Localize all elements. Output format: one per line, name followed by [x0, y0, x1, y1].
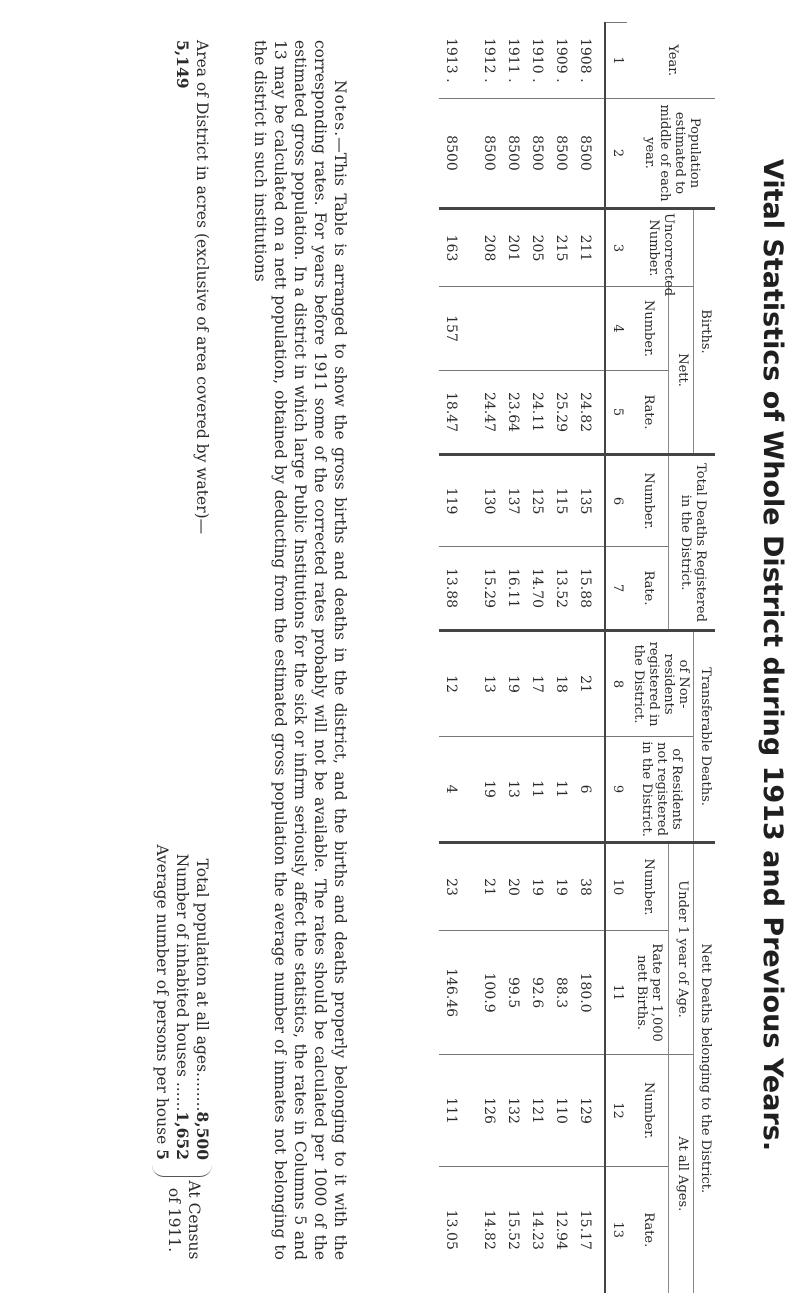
cell-transfer-nonres: 19	[501, 631, 525, 737]
table-row	[525, 23, 549, 1293]
notes-label: Notes.	[331, 80, 349, 138]
cell-deaths-rate: 16.11	[501, 547, 525, 631]
cell-births-nett	[573, 287, 605, 371]
cell-deaths-rate: 13.88	[439, 547, 474, 631]
census-figures	[152, 580, 212, 1160]
notes-paragraph	[250, 40, 350, 1260]
header-transferable-deaths: Transferable Deaths.	[694, 631, 715, 843]
cell-all-rate: 13.05	[439, 1167, 474, 1293]
column-number: 1	[605, 23, 627, 99]
header-births: Births.	[694, 209, 715, 455]
cell-deaths-number: 125	[525, 455, 549, 547]
column-number: 11	[605, 931, 627, 1055]
cell-deaths-rate: 13.52	[549, 547, 573, 631]
cell-deaths-number: 137	[501, 455, 525, 547]
header-total-deaths: Total Deaths Registered in the District.	[669, 455, 715, 631]
cell-births-rate: 23.64	[501, 371, 525, 455]
census-total-population	[192, 580, 212, 1160]
header-trans-residents: of Residents not registered in the District.	[627, 737, 693, 843]
header-births-nett: Nett.	[669, 287, 694, 455]
cell-all-rate: 15.52	[501, 1167, 525, 1293]
area-of-district	[172, 40, 212, 560]
cell-transfer-nonres: 17	[525, 631, 549, 737]
cell-deaths-number: 130	[474, 455, 501, 547]
cell-all-rate: 12.94	[549, 1167, 573, 1293]
header-trans-nonresidents: of Non-residents registered in the District.	[627, 631, 693, 737]
header-all-ages: At all Ages.	[669, 1055, 694, 1293]
cell-infant-deaths: 38	[573, 843, 605, 931]
cell-births-nett	[549, 287, 573, 371]
column-number: 7	[605, 547, 627, 631]
cell-all-deaths: 129	[573, 1055, 605, 1167]
table-row	[474, 23, 501, 1293]
cell-all-deaths: 111	[439, 1055, 474, 1167]
cell-births-nett: 157	[439, 287, 474, 371]
cell-population: 8500	[525, 99, 549, 209]
vital-statistics-table	[439, 22, 715, 1293]
cell-all-rate: 15.17	[573, 1167, 605, 1293]
cell-births-rate: 24.11	[525, 371, 549, 455]
census-inhabited-houses	[172, 580, 192, 1160]
cell-infant-deaths: 23	[439, 843, 474, 931]
notes-text: —This Table is arranged to show the gross births and deaths in the district, and the births and deaths properly belonging to it with the corresponding rates. For years before 1911 some of the corrected rates probably will not be available. The rates should be calculated per 1000 of the estimated gross population. In a district in which large Public Institutions for the sick or infirm seriously affect the statistics, the rates in Columns 5 and 13 may be calculated on a nett population, obtained by deducting from the estimated gross population the average number of inmates not belonging to the district in such institutions	[251, 40, 349, 1260]
cell-deaths-rate: 14.70	[525, 547, 549, 631]
cell-transfer-res: 6	[573, 737, 605, 843]
document-title: Vital Statistics of Whole District during 1913 and Previous Years.	[757, 158, 788, 1152]
cell-births-uncorrected: 201	[501, 209, 525, 287]
cell-births-uncorrected: 208	[474, 209, 501, 287]
column-number: 13	[605, 1167, 627, 1293]
cell-year: 1911 .	[505, 37, 522, 83]
column-number: 2	[605, 99, 627, 209]
cell-deaths-number: 135	[573, 455, 605, 547]
column-number: 6	[605, 455, 627, 547]
column-number: 5	[605, 371, 627, 455]
cell-infant-deaths: 20	[501, 843, 525, 931]
cell-infant-rate: 99.5	[501, 931, 525, 1055]
cell-transfer-nonres: 21	[573, 631, 605, 737]
header-nett-deaths: Nett Deaths belonging to the District.	[694, 843, 715, 1293]
cell-infant-deaths: 19	[525, 843, 549, 931]
cell-transfer-res: 13	[501, 737, 525, 843]
cell-infant-rate: 146.46	[439, 931, 474, 1055]
table-row	[501, 23, 525, 1293]
column-number: 4	[605, 287, 627, 371]
cell-births-rate: 24.47	[474, 371, 501, 455]
header-under1-rate: Rate per 1,000 nett Births.	[627, 931, 668, 1055]
header-under-1-year: Under 1 year of Age.	[669, 843, 694, 1055]
cell-transfer-nonres: 12	[439, 631, 474, 737]
cell-population: 8500	[549, 99, 573, 209]
cell-year: 1912 .	[481, 37, 498, 83]
footer-summary	[132, 40, 212, 1260]
census-value: 1,652	[173, 1111, 192, 1160]
column-number: 3	[605, 209, 627, 287]
cell-deaths-number: 115	[549, 455, 573, 547]
cell-infant-rate: 92.6	[525, 931, 549, 1055]
cell-all-rate: 14.82	[474, 1167, 501, 1293]
area-label: Area of District in acres (exclusive of area covered by water)—	[193, 40, 211, 535]
cell-year: 1908 .	[577, 37, 594, 83]
census-value: 8,500	[193, 1111, 212, 1160]
header-allages-number: Number.	[627, 1055, 668, 1167]
table-row	[549, 23, 573, 1293]
header-allages-rate: Rate.	[627, 1167, 668, 1293]
census-label: Number of inhabited houses ......	[173, 853, 191, 1112]
census-label: Average number of persons per house	[153, 844, 171, 1145]
cell-transfer-res: 11	[549, 737, 573, 843]
cell-year: 1913 .	[443, 37, 460, 83]
header-total-deaths-rate: Rate.	[627, 547, 668, 631]
column-number: 10	[605, 843, 627, 931]
cell-births-rate: 18.47	[439, 371, 474, 455]
header-births-nett-rate: Rate.	[627, 371, 668, 455]
cell-births-uncorrected: 205	[525, 209, 549, 287]
table-row	[573, 23, 605, 1293]
column-number: 9	[605, 737, 627, 843]
cell-births-nett	[474, 287, 501, 371]
cell-births-rate: 25.29	[549, 371, 573, 455]
cell-births-nett	[501, 287, 525, 371]
cell-population: 8500	[501, 99, 525, 209]
table-row	[439, 23, 474, 1293]
cell-population: 8500	[439, 99, 474, 209]
census-persons-per-house	[152, 580, 172, 1160]
cell-year: 1909 .	[553, 37, 570, 83]
header-total-deaths-number: Number.	[627, 455, 668, 547]
cell-transfer-res: 19	[474, 737, 501, 843]
cell-all-deaths: 132	[501, 1055, 525, 1167]
cell-transfer-nonres: 13	[474, 631, 501, 737]
cell-infant-rate: 180.0	[573, 931, 605, 1055]
cell-population: 8500	[474, 99, 501, 209]
cell-births-uncorrected: 215	[549, 209, 573, 287]
cell-deaths-number: 119	[439, 455, 474, 547]
cell-infant-rate: 88.3	[549, 931, 573, 1055]
cell-infant-rate: 100.9	[474, 931, 501, 1055]
brace	[152, 1162, 212, 1177]
column-number: 8	[605, 631, 627, 737]
cell-all-rate: 14.23	[525, 1167, 549, 1293]
cell-births-uncorrected: 211	[573, 209, 605, 287]
header-population: Population estimated to middle of each year.	[627, 99, 715, 209]
cell-deaths-rate: 15.29	[474, 547, 501, 631]
cell-transfer-res: 4	[439, 737, 474, 843]
cell-transfer-nonres: 18	[549, 631, 573, 737]
header-births-uncorrected: Uncorrected Number.	[627, 209, 693, 287]
area-value: 5,149	[173, 40, 192, 89]
census-value: 5	[153, 1149, 172, 1160]
cell-births-nett	[525, 287, 549, 371]
cell-all-deaths: 121	[525, 1055, 549, 1167]
cell-all-deaths: 110	[549, 1055, 573, 1167]
column-number: 12	[605, 1055, 627, 1167]
cell-infant-deaths: 19	[549, 843, 573, 931]
cell-population: 8500	[573, 99, 605, 209]
header-births-nett-number: Number.	[627, 287, 668, 371]
header-under1-number: Number.	[627, 843, 668, 931]
header-year: Year.	[664, 44, 680, 77]
cell-deaths-rate: 15.88	[573, 547, 605, 631]
census-note: At Census of 1911.	[165, 1180, 203, 1260]
census-label: Total population at all ages........	[193, 858, 211, 1112]
cell-infant-deaths: 21	[474, 843, 501, 931]
cell-transfer-res: 11	[525, 737, 549, 843]
cell-births-uncorrected: 163	[439, 209, 474, 287]
cell-all-deaths: 126	[474, 1055, 501, 1167]
cell-births-rate: 24.82	[573, 371, 605, 455]
cell-year: 1910 .	[529, 37, 546, 83]
